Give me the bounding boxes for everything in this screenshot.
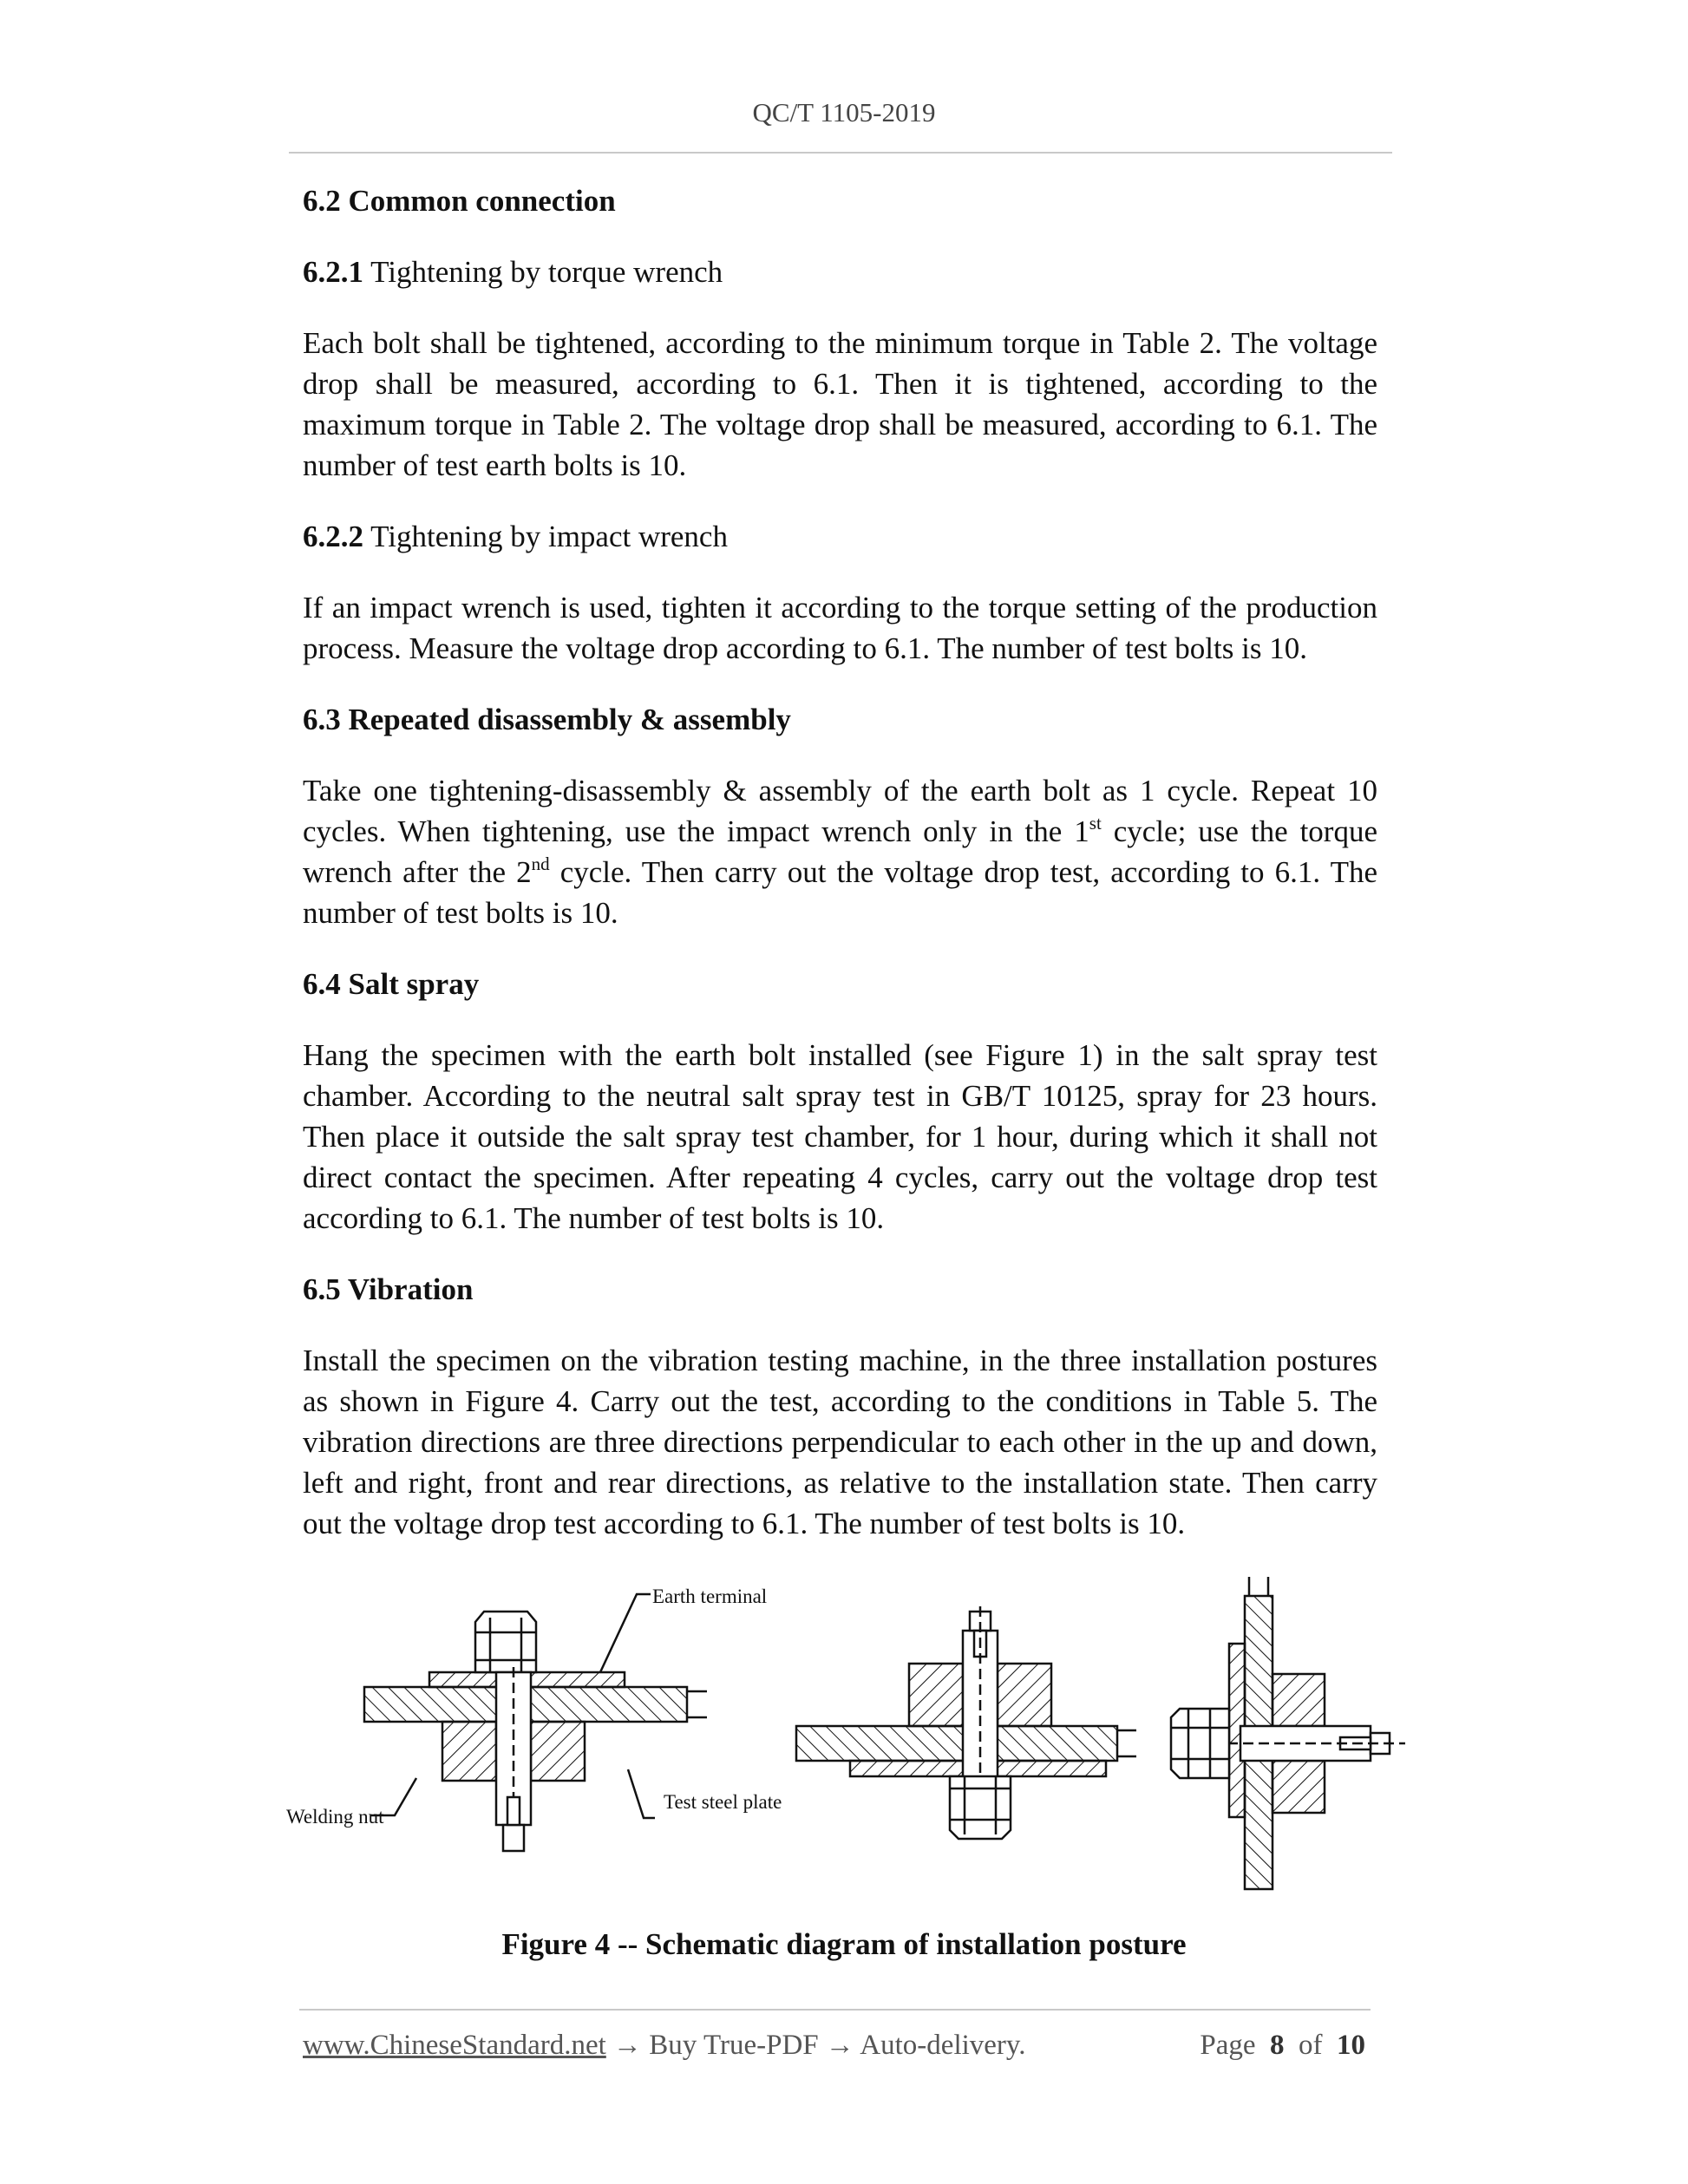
posture-2-drawing — [796, 1606, 1136, 1839]
section-6-2-2-number: 6.2.2 — [303, 520, 363, 553]
section-6-2-1-heading: Tightening by torque wrench — [363, 255, 723, 289]
section-6-2-2-title — [303, 516, 1377, 557]
section-6-2-title: 6.2 Common connection — [303, 184, 616, 218]
page-total: 10 — [1337, 2030, 1365, 2061]
footer-divider — [299, 2009, 1371, 2011]
page-current: 8 — [1270, 2030, 1285, 2061]
header-divider — [289, 152, 1392, 154]
document-body — [303, 180, 1377, 1574]
of-label: of — [1299, 2030, 1323, 2061]
page-number — [1200, 2030, 1365, 2062]
section-6-4-title: 6.4 Salt spray — [303, 967, 480, 1001]
label-test-steel-plate: Test steel plate — [664, 1791, 782, 1813]
section-6-3-text-b: cycle; use the torque wrench after the 2 — [303, 814, 1377, 889]
footer-left — [303, 2030, 1026, 2062]
page-footer — [303, 2030, 1365, 2064]
page-header: QC/T 1105-2019 — [752, 97, 936, 128]
section-6-2-2-heading: Tightening by impact wrench — [363, 520, 728, 553]
superscript-st: st — [1089, 813, 1102, 834]
site-link[interactable]: www.ChineseStandard.net — [303, 2030, 606, 2061]
section-6-3-title: 6.3 Repeated disassembly & assembly — [303, 703, 791, 736]
section-6-2-1-number: 6.2.1 — [303, 255, 363, 289]
installation-posture-diagram — [286, 1570, 1414, 1908]
section-6-3-text-a: Take one tightening-disassembly & assembly of the earth bolt as 1 cycle. Repeat 10 cycles. When tightening, use the impact wrench only in the 1 — [303, 774, 1377, 848]
section-6-4-text: Hang the specimen with the earth bolt installed (see Figure 1) in the salt spray test chamber. According to the neutral salt spray test in GB/T 10125, spray for 23 hours. Then place it outside the salt spray test chamber, for 1 hour, during which it shall not direct contact the specimen. After repeating 4 cycles, carry out the voltage drop test according to 6.1. The number of test bolts is 10. — [303, 1038, 1377, 1235]
superscript-nd: nd — [531, 853, 550, 874]
section-6-2-1-title — [303, 252, 1377, 292]
page-label: Page — [1200, 2030, 1256, 2061]
label-earth-terminal: Earth terminal — [652, 1586, 768, 1607]
posture-1-drawing — [364, 1594, 707, 1851]
section-6-5-title: 6.5 Vibration — [303, 1272, 474, 1306]
section-6-2-2-text: If an impact wrench is used, tighten it according to the torque setting of the production process. Measure the voltage drop according to 6.1. The number of test bolts is 10. — [303, 591, 1377, 665]
posture-3-drawing — [1171, 1577, 1405, 1889]
section-6-3-text — [303, 770, 1377, 933]
buy-pdf-text: → Buy True-PDF → Auto-delivery. — [605, 2030, 1026, 2061]
label-welding-nut: Welding nut — [286, 1806, 384, 1828]
figure-caption: Figure 4 -- Schematic diagram of installation posture — [501, 1927, 1187, 1961]
section-6-5-text: Install the specimen on the vibration testing machine, in the three installation postures as shown in Figure 4. Carry out the test, according to the conditions in Table 5. The vibration directions are three directions perpendicular to each other in the up and down, left and right, front and rear directions, as relative to the installation state. Then carry out the voltage drop test according to 6.1. The number of test bolts is 10. — [303, 1344, 1377, 1540]
section-6-3-text-c: cycle. Then carry out the voltage drop test, according to 6.1. The number of test bolts is 10. — [303, 855, 1377, 930]
section-6-2-1-text: Each bolt shall be tightened, according to the minimum torque in Table 2. The voltage drop shall be measured, according to 6.1. Then it is tightened, according to the maximum torque in Table 2. The voltage drop shall be measured, according to 6.1. The number of test earth bolts is 10. — [303, 326, 1377, 482]
installation-posture-figure — [286, 1570, 1414, 1908]
